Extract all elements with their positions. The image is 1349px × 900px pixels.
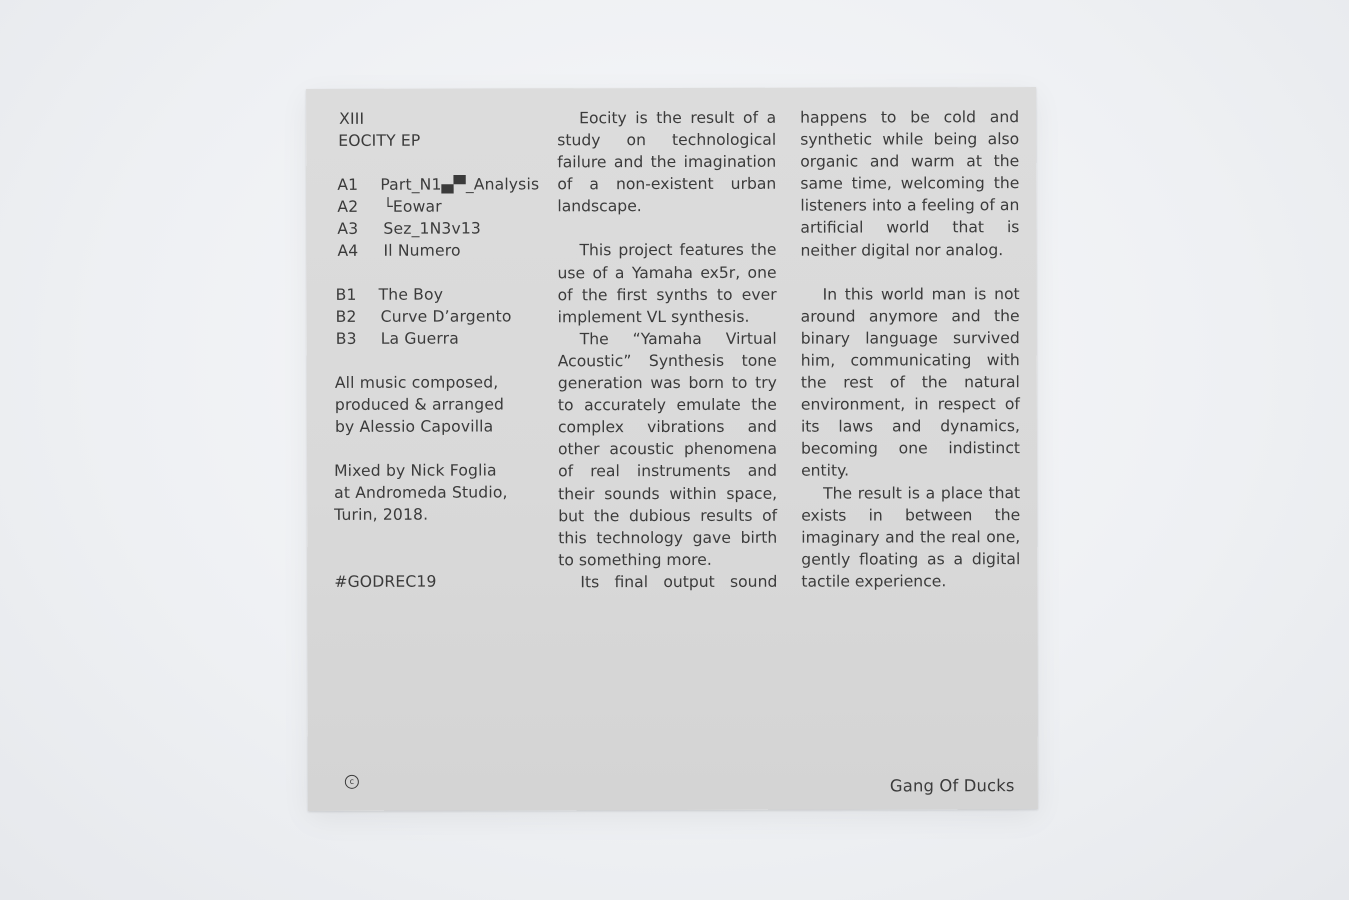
- track-number: B2: [335, 307, 357, 326]
- credit-line: Turin, 2018.: [334, 505, 429, 524]
- description-column-3: [800, 106, 1020, 593]
- track-title: Sez_1N3v13: [383, 219, 482, 238]
- release-title: EOCITY EP: [338, 131, 421, 150]
- paragraph: This project features the use of a Yamaha ex5r, one of the first synths to ever implement VL synthesis.: [557, 241, 777, 327]
- label-name: Gang Of Ducks: [889, 776, 1015, 796]
- release-number: XIII: [339, 109, 365, 128]
- paragraph: Its final output sound: [580, 572, 778, 592]
- track-number: A4: [337, 241, 359, 260]
- track-number: A1: [337, 175, 359, 194]
- track-number: A2: [337, 197, 359, 216]
- record-sleeve-back: [306, 87, 1038, 811]
- paragraph: The “Yamaha Virtual Acoustic” Synthesis tone generation was born to try to accurately emulate the complex vibrations and other acoustic phenomena of real instruments and their sounds within space, but the dubious results of this technology gave birth to something more.: [557, 329, 778, 570]
- description-column-2: [557, 107, 777, 594]
- track-title: Il Numero: [383, 241, 461, 260]
- track-title: Part_N1▄▀_Analysis: [380, 175, 540, 194]
- paragraph: The result is a place that exists in between the imaginary and the real one, gently floating as a digital tactile experience.: [801, 483, 1021, 591]
- track-number: B1: [335, 285, 357, 304]
- track-title: The Boy: [378, 285, 444, 304]
- credit-line: All music composed,: [334, 373, 499, 392]
- paragraph: Eocity is the result of a study on technological failure and the imagination of a non-existent urban landscape.: [557, 108, 777, 216]
- credit-line: Mixed by Nick Foglia: [334, 461, 497, 480]
- track-number: B3: [335, 329, 357, 348]
- credit-line: at Andromeda Studio,: [334, 483, 508, 502]
- track-number: A3: [337, 219, 359, 238]
- paragraph: happens to be cold and synthetic while being also organic and warm at the same time, welcoming the listeners into a feeling of an artificial world that is neither digital nor analog.: [800, 108, 1020, 260]
- track-title: Curve D’argento: [380, 307, 512, 326]
- catalog-number: #GODREC19: [334, 572, 437, 591]
- track-title: └Eowar: [383, 197, 442, 216]
- credit-line: produced & arranged: [334, 395, 505, 414]
- credit-line: by Alessio Capovilla: [334, 417, 494, 436]
- copyright-icon: c: [345, 775, 359, 789]
- track-title: La Guerra: [380, 329, 459, 348]
- paragraph: In this world man is not around anymore and the binary language survived him, communicating with the rest of the natural environment, in respect of its laws and dynamics, becoming one indistinct entity.: [800, 284, 1021, 481]
